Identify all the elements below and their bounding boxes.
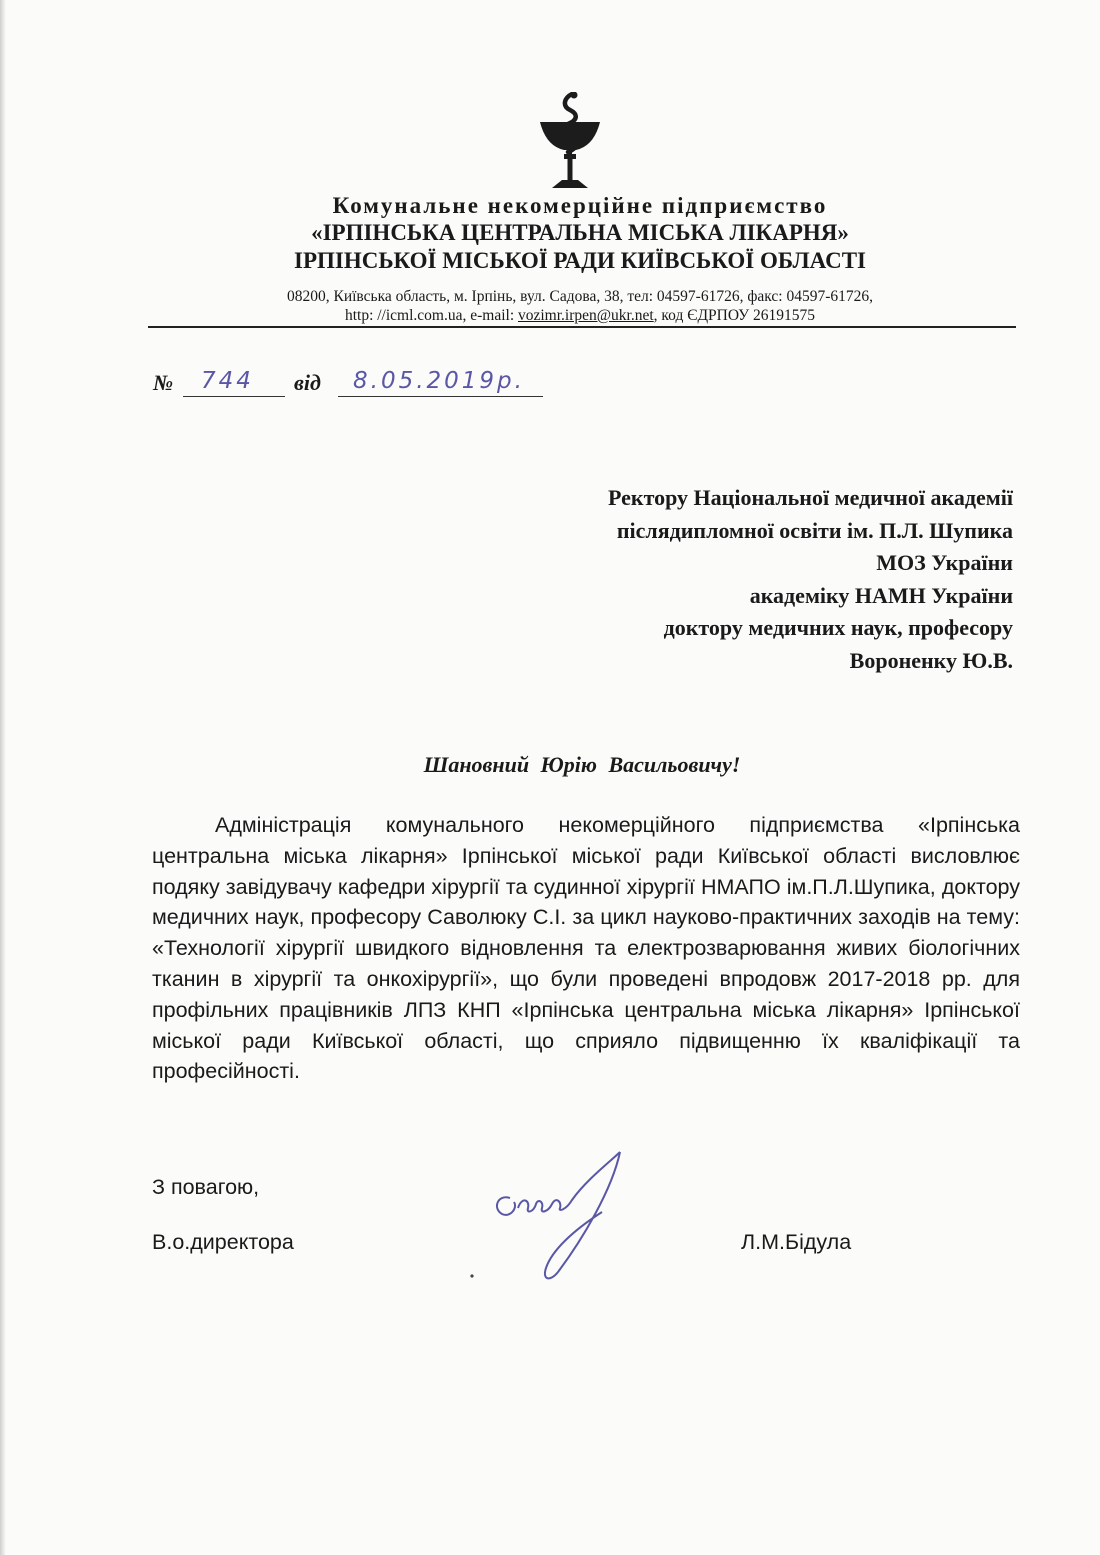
address-line: 08200, Київська область, м. Ірпінь, вул. Садова, 38, тел: 04597-61726, факс: 04597-61726,	[286, 288, 874, 305]
number-value: 744	[201, 368, 254, 394]
recipient-block	[413, 482, 1013, 677]
registration-line	[153, 368, 573, 402]
recipient-line: Вороненку Ю.В.	[849, 647, 1013, 673]
bowl-of-hygieia-icon	[538, 92, 602, 190]
org-type: Комунальне некомерційне підприємство	[332, 193, 828, 218]
letter-body: Адміністрація комунального некомерційного підприємства «Ірпінська центральна міська лікарня» Ірпінської міської ради Київської області висловлює подяку завідувачу кафедри хірургії та судинної хірургії НМАПО ім.П.Л.Шупика, доктору медичних наук, професору Саволюку С.І. за цикл науково-практичних заходів на тему: «Технології хірургії швидкого відновлення та електрозварювання живих біологічних тканин в хірургії та онкохірургії», що були проведені впродовж 2017-2018 рр. для профільних працівників ЛПЗ КНП «Ірпінська центральна міська лікарня» Ірпінської міської ради Київської області, що сприяло підвищенню їх кваліфікації та професійності.	[152, 813, 1020, 1084]
closing-regards: З повагою,	[152, 1175, 260, 1199]
recipient-line: післядипломної освіти ім. П.Л. Шупика	[616, 517, 1013, 543]
recipient-line: МОЗ України	[876, 550, 1013, 575]
recipient-line: доктору медичних наук, професору	[663, 615, 1013, 640]
number-label: №	[153, 370, 174, 395]
number-underline	[183, 396, 285, 397]
org-council: ІРПІНСЬКОЇ МІСЬКОЇ РАДИ КИЇВСЬКОЇ ОБЛАСТІ	[294, 248, 866, 273]
registry-code: , код ЄДРПОУ 26191575	[653, 307, 816, 324]
recipient-line: Ректору Національної медичної академії	[608, 485, 1013, 510]
contact-line	[0, 307, 1100, 325]
org-name: «ІРПІНСЬКА ЦЕНТРАЛЬНА МІСЬКА ЛІКАРНЯ»	[311, 220, 849, 245]
email-link[interactable]: vozimr.irpen@ukr.net	[518, 307, 654, 324]
header-divider	[148, 326, 1016, 328]
salutation: Шановний Юрію Васильовичу!	[423, 752, 741, 777]
signer-name: Л.М.Бідула	[741, 1230, 852, 1254]
date-label: від	[294, 370, 321, 395]
date-value: 8.05.2019р.	[353, 368, 525, 394]
handwritten-signature	[462, 1150, 662, 1290]
website-text: http: //icml.com.ua, e-mail:	[344, 307, 518, 324]
date-underline	[338, 396, 543, 397]
signer-position: В.о.директора	[152, 1230, 294, 1254]
recipient-line: академіку НАМН України	[749, 582, 1013, 608]
